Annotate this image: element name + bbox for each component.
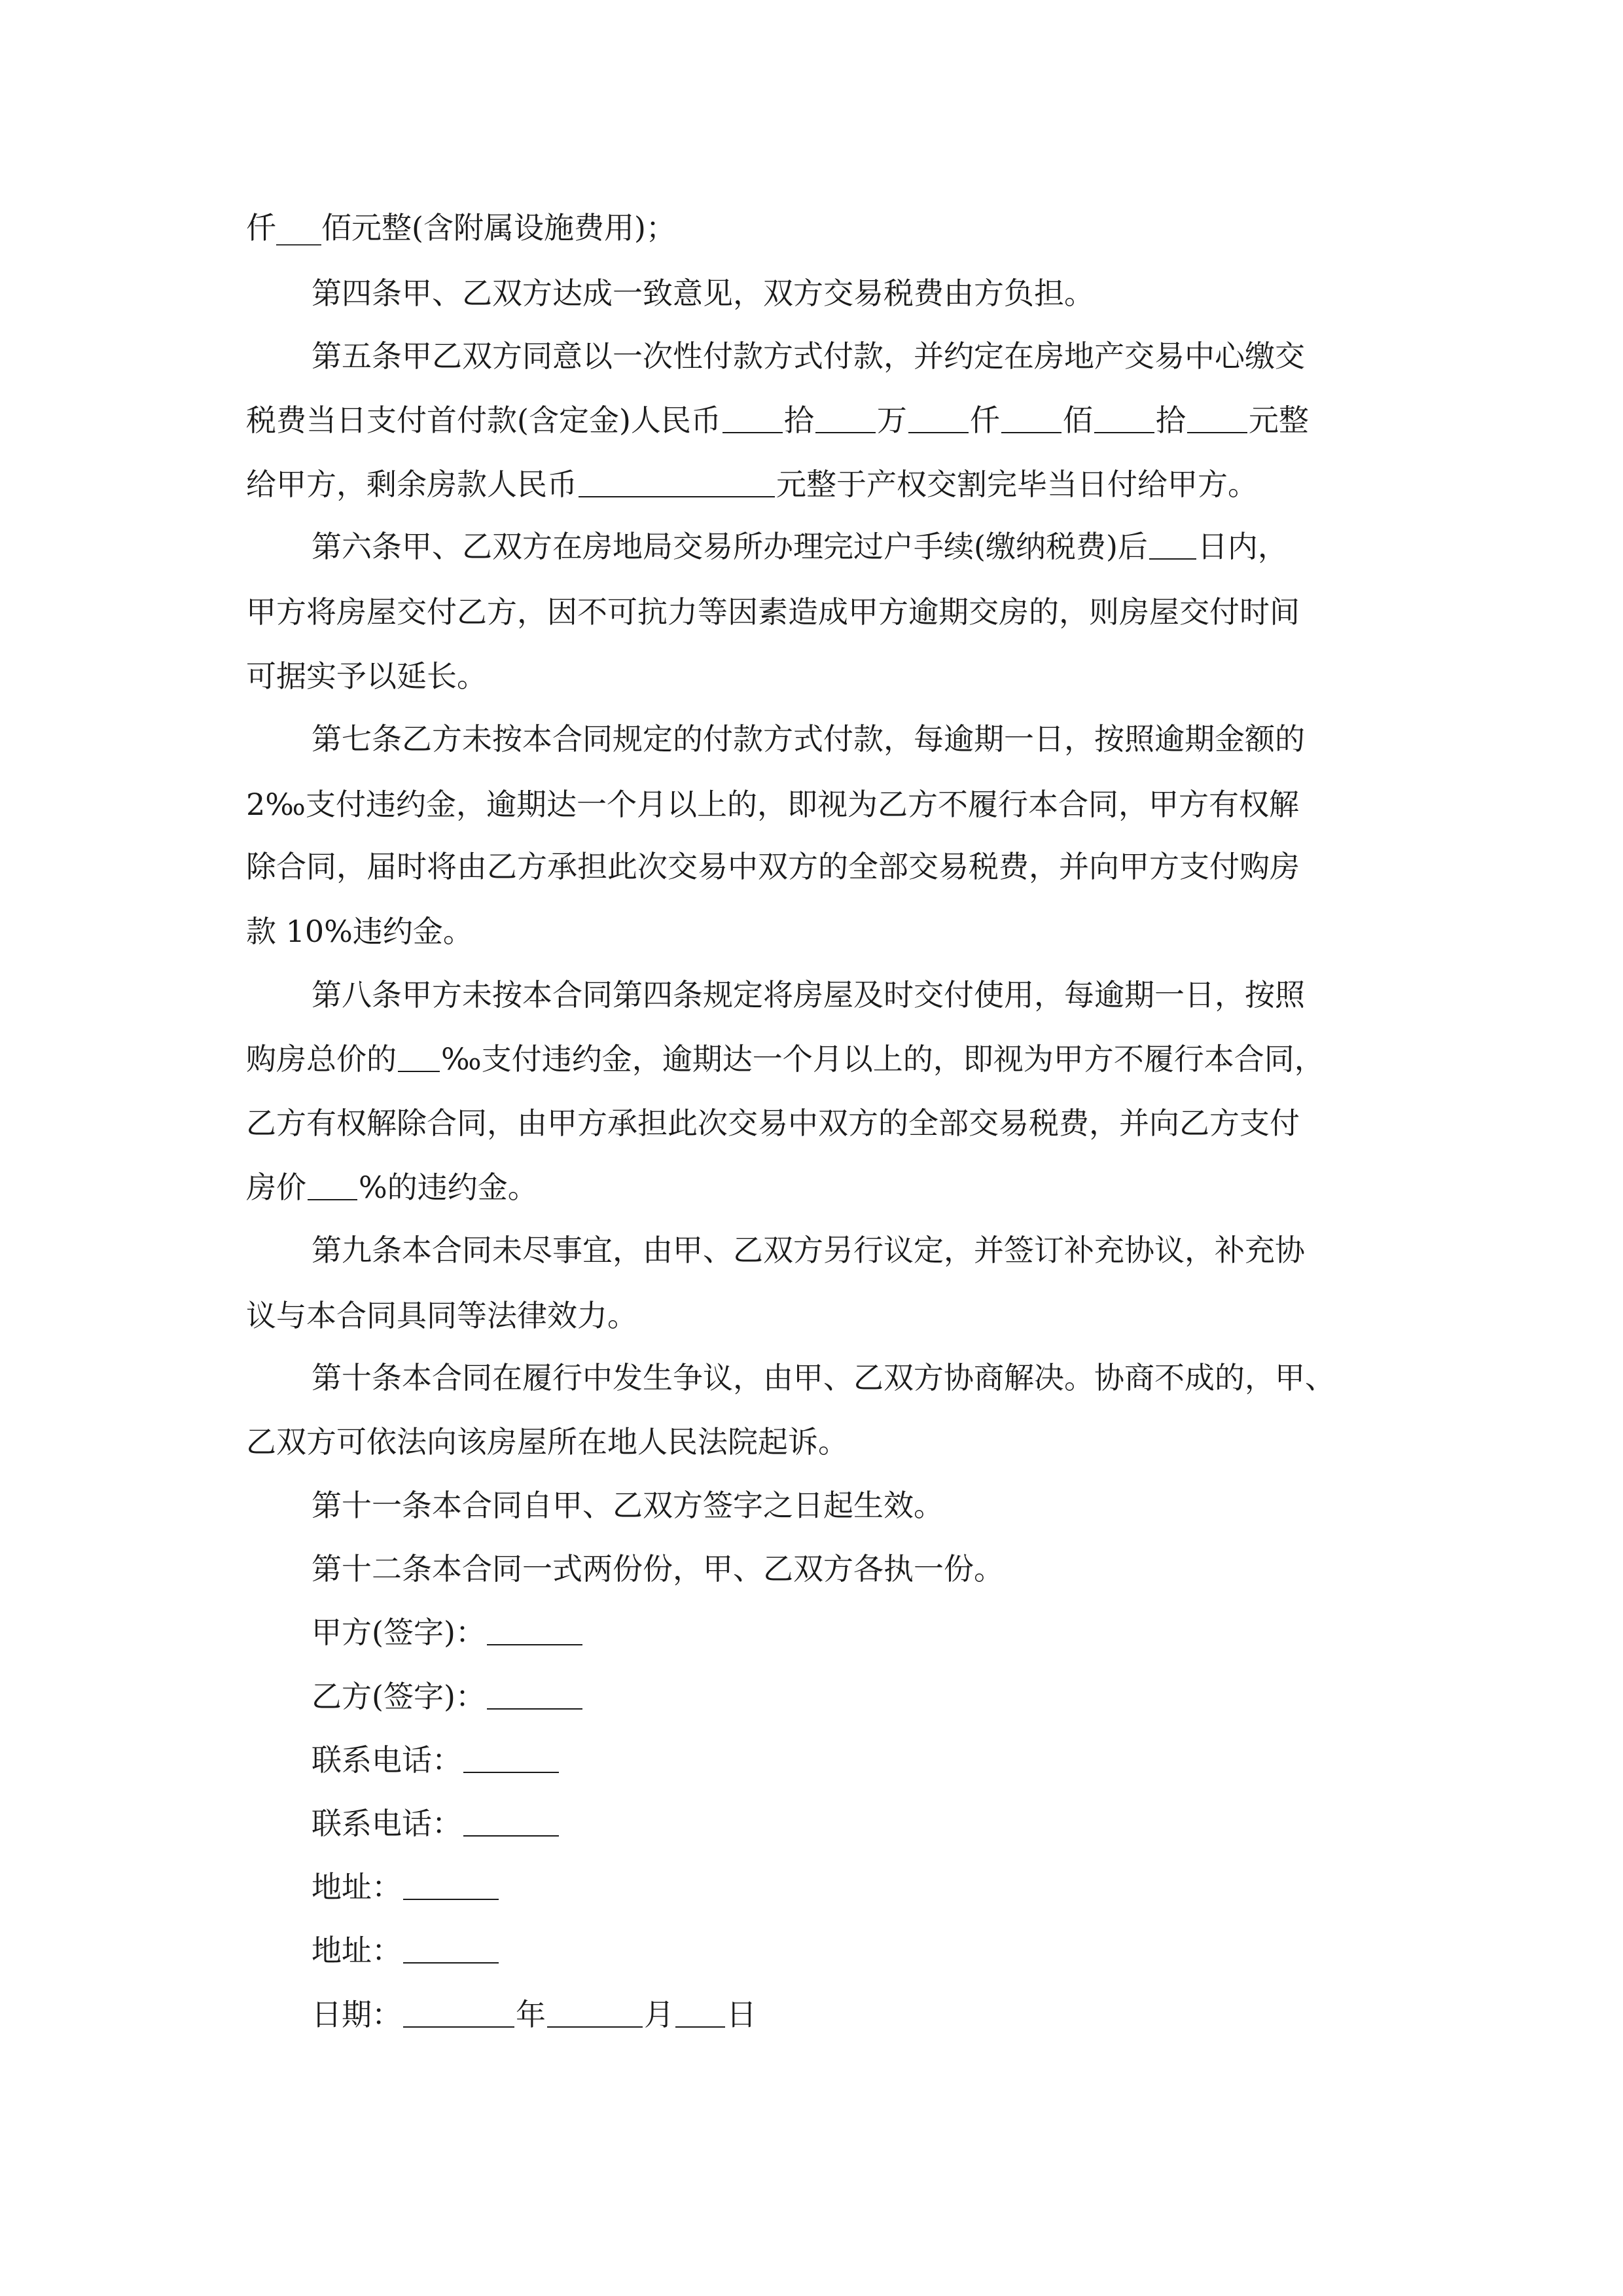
blank-field[interactable] — [579, 493, 775, 497]
article-3-tail-text: 仟___佰元整(含附属设施费用)； — [246, 210, 676, 245]
article-7-text-3: 除合同，届时将由乙方承担此次交易中双方的全部交易税费，并向甲方支付购房 — [246, 849, 1300, 884]
phone-field[interactable] — [463, 1769, 559, 1773]
party-b-signature — [312, 1677, 584, 1716]
article-4 — [312, 274, 1094, 313]
article-5-line-2 — [246, 401, 1309, 440]
signature-field[interactable] — [487, 1641, 582, 1645]
article-7-line-4 — [246, 912, 473, 951]
blank-field[interactable] — [1001, 429, 1061, 433]
date-label: 日期： — [312, 1997, 402, 2032]
article-5-text-3b: 元整于产权交割完毕当日付给甲方。 — [776, 467, 1258, 502]
party-a-label: 甲方(签字)： — [312, 1615, 486, 1650]
article-8-text-4a: 房价 — [246, 1170, 306, 1205]
article-10-line-1 — [312, 1358, 1335, 1397]
article-9-text-1: 第九条本合同未尽事宜，由甲、乙双方另行议定，并签订补充协议，补充协 — [312, 1232, 1305, 1268]
article-10-text-1: 第十条本合同在履行中发生争议，由甲、乙双方协商解决。协商不成的，甲、 — [312, 1360, 1335, 1395]
blank-field[interactable] — [1149, 556, 1196, 560]
party-a-signature — [312, 1613, 584, 1652]
party-b-label: 乙方(签字)： — [312, 1679, 486, 1714]
article-5-text-1: 第五条甲乙双方同意以一次性付款方式付款，并约定在房地产交易中心缴交 — [312, 338, 1305, 374]
article-3-tail — [246, 208, 676, 247]
article-6-text-2: 甲方将房屋交付乙方，因不可抗力等因素造成甲方逾期交房的，则房屋交付时间 — [246, 594, 1300, 630]
article-6-text-1a: 第六条甲、乙双方在房地局交易所办理完过户手续(缴纳税费)后 — [312, 529, 1148, 564]
month-label: 月 — [644, 1997, 674, 2032]
article-6-line-2 — [246, 592, 1300, 632]
phone-field[interactable] — [463, 1833, 559, 1837]
address-label: 地址： — [312, 1869, 402, 1905]
article-8-text-2b: ‰支付违约金，逾期达一个月以上的，即视为甲方不履行本合同， — [441, 1041, 1325, 1077]
year-label: 年 — [516, 1997, 546, 2032]
party-a-address — [312, 1867, 500, 1907]
day-field[interactable] — [675, 2024, 725, 2028]
article-9-line-1 — [312, 1230, 1305, 1270]
article-10-line-2 — [246, 1422, 848, 1462]
blank-field[interactable] — [1094, 429, 1154, 433]
article-7-line-1 — [312, 719, 1305, 759]
article-12-text: 第十二条本合同一式两份份，甲、乙双方各执一份。 — [312, 1551, 1004, 1587]
article-12 — [312, 1549, 1004, 1588]
article-8-text-2a: 购房总价的 — [246, 1041, 397, 1077]
blank-field[interactable] — [398, 1068, 440, 1072]
party-b-address — [312, 1931, 500, 1970]
address-label: 地址： — [312, 1933, 402, 1968]
article-6-line-3 — [246, 656, 487, 696]
article-7-line-3 — [246, 847, 1300, 886]
article-6-text-3: 可据实予以延长。 — [246, 658, 487, 694]
unit-label: 万 — [876, 403, 907, 438]
month-field[interactable] — [547, 2024, 643, 2028]
article-8-line-4 — [246, 1168, 538, 1207]
unit-label: 拾 — [783, 403, 814, 438]
article-6-line-1 — [312, 527, 1288, 566]
phone-label: 联系电话： — [312, 1806, 462, 1841]
article-8-text-3: 乙方有权解除合同，由甲方承担此次交易中双方的全部交易税费，并向乙方支付 — [246, 1105, 1300, 1141]
blank-field[interactable] — [308, 1196, 357, 1200]
party-b-phone — [312, 1804, 560, 1843]
article-8-line-1 — [312, 975, 1305, 1014]
article-8-line-3 — [246, 1103, 1300, 1143]
article-5-line-3 — [246, 465, 1258, 504]
article-11 — [312, 1486, 944, 1525]
article-7-text-4: 款 10%违约金。 — [246, 914, 473, 949]
unit-label: 元整 — [1248, 403, 1309, 438]
article-8-text-1: 第八条甲方未按本合同第四条规定将房屋及时交付使用，每逾期一日，按照 — [312, 977, 1305, 1013]
date-line — [312, 1995, 757, 2034]
article-7-line-2 — [246, 785, 1299, 824]
address-field[interactable] — [403, 1896, 499, 1900]
address-field[interactable] — [403, 1960, 499, 1964]
year-field[interactable] — [403, 2024, 514, 2028]
article-4-text: 第四条甲、乙双方达成一致意见，双方交易税费由方负担。 — [312, 276, 1094, 311]
blank-field[interactable] — [908, 429, 969, 433]
article-6-text-1b: 日内， — [1197, 529, 1288, 564]
signature-field[interactable] — [487, 1706, 582, 1710]
blank-field[interactable] — [815, 429, 876, 433]
article-8-text-4b: %的违约金。 — [359, 1170, 538, 1205]
blank-field[interactable] — [1187, 429, 1247, 433]
article-9-text-2: 议与本合同具同等法律效力。 — [246, 1298, 637, 1333]
article-8-line-2 — [246, 1039, 1325, 1079]
phone-label: 联系电话： — [312, 1742, 462, 1778]
article-5-text-3a: 给甲方，剩余房款人民币 — [246, 467, 577, 502]
article-11-text: 第十一条本合同自甲、乙双方签字之日起生效。 — [312, 1488, 944, 1523]
blank-field[interactable] — [722, 429, 783, 433]
day-label: 日 — [726, 1997, 757, 2032]
unit-label: 拾 — [1155, 403, 1186, 438]
article-5-text-2: 税费当日支付首付款(含定金)人民币 — [246, 403, 721, 438]
unit-label: 佰 — [1062, 403, 1093, 438]
article-9-line-2 — [246, 1296, 637, 1335]
article-7-text-2: 2‰支付违约金，逾期达一个月以上的，即视为乙方不履行本合同，甲方有权解 — [246, 787, 1299, 822]
party-a-phone — [312, 1740, 560, 1780]
article-7-text-1: 第七条乙方未按本合同规定的付款方式付款，每逾期一日，按照逾期金额的 — [312, 721, 1305, 757]
article-5-line-1 — [312, 336, 1305, 376]
unit-label: 仟 — [969, 403, 1000, 438]
article-10-text-2: 乙双方可依法向该房屋所在地人民法院起诉。 — [246, 1424, 848, 1460]
